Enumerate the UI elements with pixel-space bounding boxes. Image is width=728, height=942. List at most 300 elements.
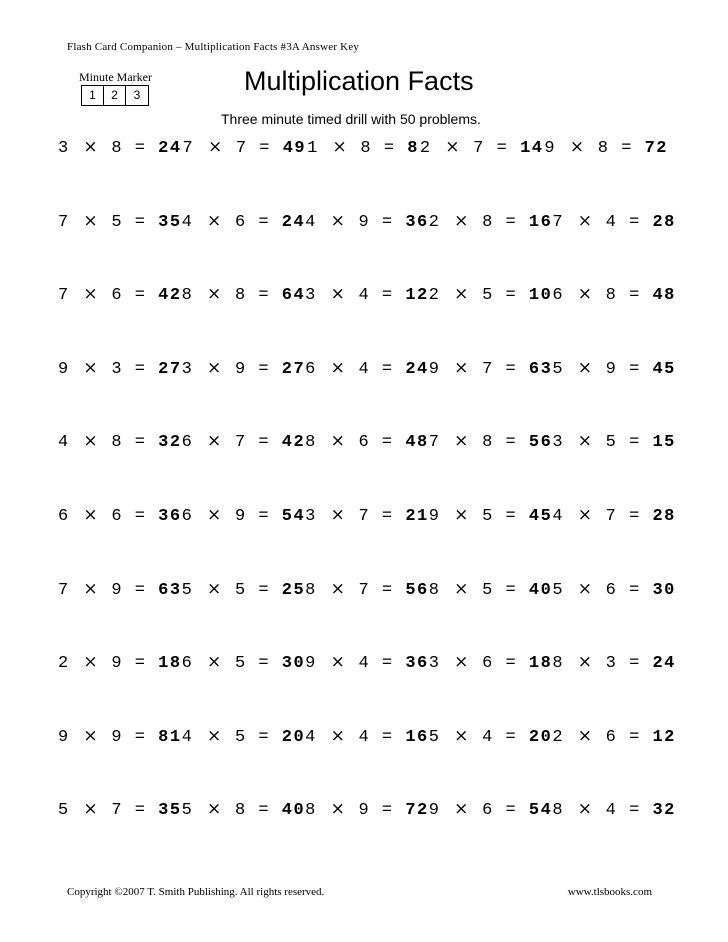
- equals-symbol: =: [629, 727, 641, 747]
- factor-b: 5: [234, 580, 247, 600]
- problem: [305, 431, 429, 452]
- factor-b: 4: [358, 654, 371, 674]
- factor-a: 3: [552, 433, 565, 453]
- problem: [182, 211, 306, 232]
- factor-a: 5: [58, 801, 70, 821]
- answer: 48: [405, 433, 429, 453]
- minute-marker-box-3: 3: [133, 88, 141, 102]
- factor-b: 4: [482, 727, 494, 747]
- times-symbol: ×: [454, 725, 469, 746]
- factor-a: 6: [305, 359, 317, 379]
- problem: [552, 726, 676, 747]
- problem: [307, 137, 419, 158]
- factor-a: 3: [305, 286, 317, 306]
- equals-symbol: =: [134, 654, 147, 674]
- problem: [552, 505, 676, 526]
- problem: [182, 652, 306, 673]
- problem: [429, 358, 553, 379]
- problem-grid: [58, 137, 676, 873]
- factor-a: 5: [181, 801, 194, 821]
- problem: [58, 358, 182, 379]
- factor-b: 6: [605, 580, 618, 600]
- factor-a: 2: [552, 727, 565, 747]
- times-symbol: ×: [454, 504, 469, 525]
- factor-b: 6: [234, 212, 247, 232]
- problem: [305, 579, 429, 600]
- problem-row: [58, 210, 676, 285]
- problem: [552, 431, 676, 452]
- factor-b: 8: [482, 433, 494, 453]
- equals-symbol: =: [629, 654, 641, 674]
- factor-a: 2: [419, 139, 432, 158]
- factor-b: 5: [111, 212, 124, 232]
- factor-a: 6: [181, 654, 194, 674]
- times-symbol: ×: [83, 799, 98, 820]
- problem: [552, 652, 676, 673]
- equals-symbol: =: [505, 580, 518, 600]
- equals-symbol: =: [258, 359, 271, 379]
- factor-a: 4: [305, 212, 317, 232]
- problem: [182, 579, 306, 600]
- factor-b: 7: [473, 139, 485, 158]
- answer: 35: [158, 212, 182, 232]
- factor-a: 7: [58, 286, 70, 306]
- problem-row: [58, 431, 676, 505]
- times-symbol: ×: [206, 652, 222, 673]
- times-symbol: ×: [330, 504, 345, 525]
- problem-row: [58, 284, 676, 358]
- factor-a: 6: [181, 506, 194, 526]
- factor-b: 5: [482, 286, 494, 306]
- problem: [429, 211, 553, 232]
- times-symbol: ×: [206, 284, 222, 305]
- problem: [58, 726, 182, 747]
- problem: [182, 726, 306, 747]
- factor-a: 3: [428, 654, 441, 674]
- equals-symbol: =: [381, 433, 394, 453]
- minute-marker-box-2: 2: [104, 86, 126, 105]
- answer: 36: [405, 654, 429, 674]
- factor-b: 3: [111, 359, 124, 379]
- factor-a: 6: [552, 286, 565, 306]
- equals-symbol: =: [134, 727, 147, 747]
- factor-b: 8: [360, 139, 373, 158]
- answer: 54: [281, 506, 306, 526]
- times-symbol: ×: [445, 137, 460, 157]
- equals-symbol: =: [258, 212, 271, 232]
- times-symbol: ×: [206, 431, 222, 452]
- factor-a: 3: [58, 139, 70, 158]
- factor-a: 7: [58, 212, 70, 232]
- factor-a: 6: [58, 506, 70, 526]
- times-symbol: ×: [83, 284, 98, 305]
- answer: 24: [158, 139, 182, 158]
- equals-symbol: =: [621, 139, 633, 158]
- problem: [58, 211, 182, 232]
- times-symbol: ×: [206, 504, 222, 525]
- problem: [429, 505, 553, 526]
- times-symbol: ×: [330, 210, 345, 231]
- factor-a: 7: [552, 212, 565, 232]
- equals-symbol: =: [134, 212, 147, 232]
- times-symbol: ×: [330, 431, 345, 452]
- problem-row: [58, 137, 668, 211]
- factor-b: 3: [605, 654, 618, 674]
- factor-b: 9: [358, 212, 371, 232]
- factor-b: 4: [605, 212, 618, 232]
- factor-b: 7: [235, 139, 248, 158]
- answer: 18: [158, 654, 182, 674]
- factor-b: 7: [111, 801, 124, 821]
- website-text: www.tlsbooks.com: [567, 886, 652, 898]
- problem: [544, 137, 668, 158]
- answer: 40: [281, 801, 306, 821]
- factor-b: 9: [234, 359, 247, 379]
- times-symbol: ×: [577, 284, 592, 305]
- factor-b: 4: [358, 359, 371, 379]
- factor-a: 5: [552, 359, 565, 379]
- problem-row: [58, 357, 676, 432]
- factor-b: 7: [605, 506, 618, 526]
- factor-b: 6: [482, 654, 494, 674]
- factor-a: 3: [305, 506, 317, 526]
- equals-symbol: =: [134, 286, 147, 306]
- equals-symbol: =: [258, 506, 271, 526]
- answer: 16: [405, 727, 429, 747]
- factor-a: 3: [181, 359, 194, 379]
- factor-a: 9: [58, 727, 70, 747]
- answer: 32: [652, 801, 676, 821]
- equals-symbol: =: [258, 801, 271, 821]
- times-symbol: ×: [330, 652, 345, 673]
- factor-a: 4: [181, 727, 194, 747]
- factor-b: 6: [111, 506, 124, 526]
- equals-symbol: =: [381, 654, 394, 674]
- answer: 56: [405, 580, 429, 600]
- equals-symbol: =: [258, 727, 271, 747]
- factor-a: 9: [428, 801, 441, 821]
- answer: 18: [528, 654, 553, 674]
- times-symbol: ×: [83, 652, 98, 673]
- times-symbol: ×: [330, 284, 345, 305]
- equals-symbol: =: [629, 433, 641, 453]
- answer: 16: [528, 212, 553, 232]
- factor-a: 8: [552, 654, 565, 674]
- times-symbol: ×: [83, 725, 98, 746]
- times-symbol: ×: [454, 357, 469, 378]
- factor-b: 4: [358, 727, 371, 747]
- answer: 10: [528, 286, 553, 306]
- times-symbol: ×: [577, 725, 592, 746]
- answer: 54: [528, 801, 553, 821]
- problem-row: [58, 652, 676, 726]
- equals-symbol: =: [381, 212, 394, 232]
- factor-a: 5: [552, 580, 565, 600]
- equals-symbol: =: [629, 212, 641, 232]
- factor-a: 2: [58, 654, 70, 674]
- equals-symbol: =: [258, 433, 271, 453]
- factor-b: 5: [234, 654, 247, 674]
- page-title: Multiplication Facts: [244, 66, 474, 96]
- answer: 24: [281, 212, 306, 232]
- times-symbol: ×: [577, 578, 592, 599]
- answer: 63: [158, 580, 182, 600]
- problem: [305, 652, 429, 673]
- factor-a: 4: [305, 727, 317, 747]
- factor-a: 7: [58, 580, 70, 600]
- factor-a: 9: [544, 139, 557, 158]
- answer: 72: [405, 801, 429, 821]
- answer: 40: [528, 580, 553, 600]
- factor-b: 8: [111, 139, 124, 158]
- answer: 27: [281, 359, 306, 379]
- factor-b: 4: [358, 286, 371, 306]
- problem: [552, 579, 676, 600]
- factor-a: 8: [552, 801, 565, 821]
- times-symbol: ×: [454, 799, 469, 820]
- factor-b: 9: [234, 506, 247, 526]
- equals-symbol: =: [258, 654, 271, 674]
- times-symbol: ×: [83, 578, 98, 599]
- factor-b: 8: [597, 139, 610, 158]
- factor-a: 8: [305, 580, 317, 600]
- answer: 64: [281, 286, 306, 306]
- minute-marker-label: Minute Marker: [79, 70, 152, 84]
- times-symbol: ×: [577, 210, 592, 231]
- problem: [182, 799, 306, 820]
- problem-row: [58, 578, 676, 653]
- times-symbol: ×: [83, 431, 98, 452]
- equals-symbol: =: [258, 580, 271, 600]
- problem: [429, 579, 553, 600]
- problem: [429, 652, 553, 673]
- factor-b: 7: [234, 433, 247, 453]
- factor-b: 7: [358, 580, 371, 600]
- problem: [182, 505, 306, 526]
- problem: [182, 358, 306, 379]
- answer: 27: [158, 359, 182, 379]
- times-symbol: ×: [577, 799, 592, 820]
- equals-symbol: =: [134, 359, 147, 379]
- problem: [305, 505, 429, 526]
- minute-marker-box-1: 1: [82, 86, 104, 105]
- answer: 28: [652, 506, 676, 526]
- factor-a: 5: [181, 580, 194, 600]
- times-symbol: ×: [332, 137, 347, 157]
- answer: 30: [652, 580, 676, 600]
- header-text: Flash Card Companion – Multiplication Facts #3A Answer Key: [67, 41, 360, 53]
- equals-symbol: =: [381, 506, 394, 526]
- equals-symbol: =: [134, 580, 147, 600]
- problem: [305, 358, 429, 379]
- times-symbol: ×: [206, 725, 222, 746]
- equals-symbol: =: [383, 139, 396, 158]
- factor-b: 9: [605, 359, 618, 379]
- answer: 56: [528, 433, 553, 453]
- answer: 42: [281, 433, 306, 453]
- problem: [429, 284, 553, 305]
- factor-a: 4: [552, 506, 565, 526]
- answer: 24: [405, 359, 429, 379]
- problem: [305, 726, 429, 747]
- factor-b: 6: [111, 286, 124, 306]
- answer: 81: [158, 727, 182, 747]
- equals-symbol: =: [134, 801, 147, 821]
- problem: [552, 284, 676, 305]
- problem-row: [58, 799, 676, 873]
- equals-symbol: =: [505, 212, 518, 232]
- times-symbol: ×: [206, 578, 222, 599]
- problem: [552, 211, 676, 232]
- equals-symbol: =: [629, 359, 641, 379]
- answer: 20: [281, 727, 306, 747]
- answer: 14: [520, 139, 544, 158]
- equals-symbol: =: [381, 801, 394, 821]
- equals-symbol: =: [381, 359, 394, 379]
- equals-symbol: =: [505, 727, 518, 747]
- problem: [58, 431, 182, 452]
- answer: 28: [652, 212, 676, 232]
- factor-a: 9: [428, 506, 441, 526]
- times-symbol: ×: [206, 357, 222, 378]
- factor-a: 9: [428, 359, 441, 379]
- answer: 8: [407, 139, 419, 158]
- times-symbol: ×: [206, 799, 222, 820]
- equals-symbol: =: [258, 286, 271, 306]
- factor-b: 5: [234, 727, 247, 747]
- equals-symbol: =: [505, 359, 518, 379]
- answer: 35: [158, 801, 182, 821]
- factor-b: 9: [111, 580, 124, 600]
- answer: 12: [652, 727, 676, 747]
- factor-a: 7: [182, 139, 195, 158]
- problem-row: [58, 504, 676, 579]
- factor-b: 9: [358, 801, 371, 821]
- factor-b: 8: [605, 286, 618, 306]
- times-symbol: ×: [577, 357, 592, 378]
- times-symbol: ×: [330, 578, 345, 599]
- answer: 72: [644, 139, 668, 158]
- page-subtitle: Three minute timed drill with 50 problems.: [221, 111, 481, 127]
- factor-a: 4: [181, 212, 194, 232]
- factor-b: 9: [111, 654, 124, 674]
- equals-symbol: =: [629, 286, 641, 306]
- factor-b: 5: [482, 506, 494, 526]
- problem: [183, 137, 307, 158]
- equals-symbol: =: [505, 801, 518, 821]
- problem: [58, 505, 182, 526]
- times-symbol: ×: [577, 504, 592, 525]
- factor-a: 4: [58, 433, 70, 453]
- equals-symbol: =: [629, 506, 641, 526]
- answer: 25: [281, 580, 306, 600]
- factor-a: 6: [181, 433, 194, 453]
- problem-row: [58, 725, 676, 800]
- factor-b: 6: [482, 801, 494, 821]
- factor-b: 5: [482, 580, 494, 600]
- problem: [552, 799, 676, 820]
- times-symbol: ×: [454, 284, 469, 305]
- equals-symbol: =: [381, 727, 394, 747]
- times-symbol: ×: [83, 357, 98, 378]
- factor-b: 8: [234, 286, 247, 306]
- problem: [58, 652, 182, 673]
- equals-symbol: =: [259, 139, 271, 158]
- equals-symbol: =: [505, 286, 518, 306]
- factor-b: 8: [234, 801, 247, 821]
- equals-symbol: =: [134, 433, 147, 453]
- equals-symbol: =: [505, 506, 518, 526]
- factor-a: 1: [307, 139, 319, 158]
- times-symbol: ×: [206, 210, 222, 231]
- factor-a: 8: [305, 801, 317, 821]
- problem: [58, 284, 182, 305]
- equals-symbol: =: [629, 801, 641, 821]
- answer: 45: [528, 506, 553, 526]
- times-symbol: ×: [454, 431, 469, 452]
- answer: 48: [652, 286, 676, 306]
- equals-symbol: =: [134, 139, 147, 158]
- answer: 20: [528, 727, 553, 747]
- times-symbol: ×: [83, 137, 98, 157]
- times-symbol: ×: [577, 431, 592, 452]
- factor-a: 5: [428, 727, 441, 747]
- times-symbol: ×: [83, 210, 98, 231]
- factor-a: 9: [58, 359, 70, 379]
- factor-b: 8: [482, 212, 494, 232]
- answer: 36: [158, 506, 182, 526]
- factor-b: 8: [111, 433, 124, 453]
- factor-b: 7: [482, 359, 494, 379]
- answer: 12: [405, 286, 429, 306]
- answer: 32: [158, 433, 182, 453]
- problem: [305, 211, 429, 232]
- factor-a: 8: [428, 580, 441, 600]
- problem: [429, 726, 553, 747]
- equals-symbol: =: [381, 286, 394, 306]
- problem: [305, 799, 429, 820]
- factor-a: 2: [428, 286, 441, 306]
- problem: [58, 137, 182, 158]
- factor-b: 9: [111, 727, 124, 747]
- times-symbol: ×: [577, 652, 592, 673]
- times-symbol: ×: [454, 578, 469, 599]
- factor-b: 7: [358, 506, 371, 526]
- factor-a: 7: [428, 433, 441, 453]
- answer: 36: [405, 212, 429, 232]
- times-symbol: ×: [83, 504, 98, 525]
- times-symbol: ×: [454, 652, 469, 673]
- problem: [420, 137, 544, 158]
- equals-symbol: =: [505, 433, 518, 453]
- factor-b: 4: [605, 801, 618, 821]
- factor-a: 8: [305, 433, 317, 453]
- problem: [552, 358, 676, 379]
- problem: [429, 799, 553, 820]
- times-symbol: ×: [330, 725, 345, 746]
- equals-symbol: =: [381, 580, 394, 600]
- answer: 21: [405, 506, 429, 526]
- answer: 30: [281, 654, 306, 674]
- answer: 45: [652, 359, 676, 379]
- factor-a: 9: [305, 654, 317, 674]
- times-symbol: ×: [330, 357, 345, 378]
- problem: [58, 579, 182, 600]
- answer: 42: [158, 286, 182, 306]
- copyright-text: Copyright ©2007 T. Smith Publishing. All rights reserved.: [67, 886, 325, 898]
- factor-b: 6: [605, 727, 618, 747]
- factor-a: 2: [428, 212, 441, 232]
